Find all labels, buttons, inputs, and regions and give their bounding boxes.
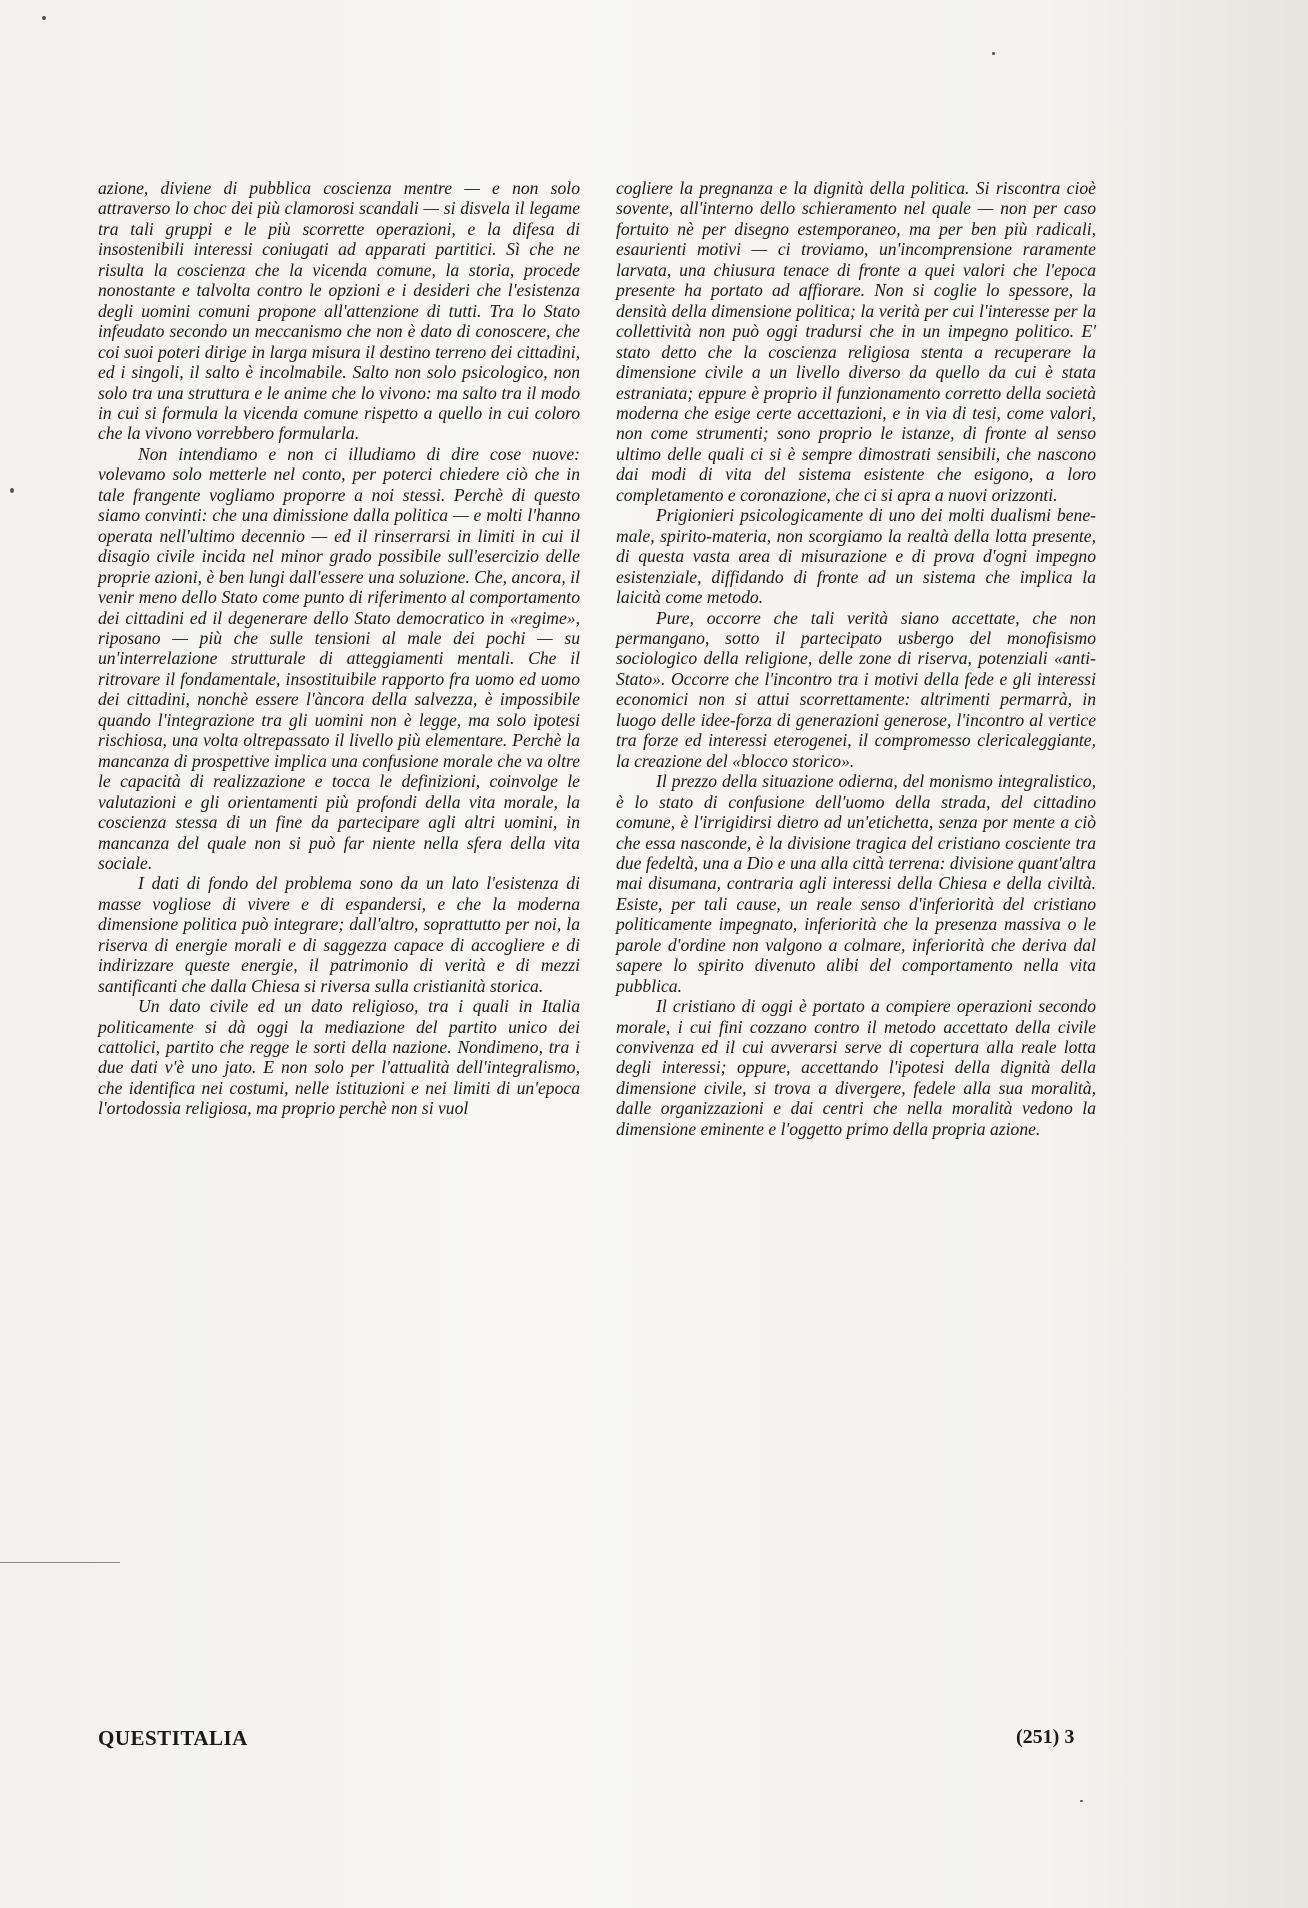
paragraph: I dati di fondo del problema sono da un lato l'esistenza di masse vogliose di vivere e di espandersi, e che la moderna dimensione politica può integrare; dall'altro, soprattutto per noi, la riserva di energie morali e di saggezza capace di accogliere e di indirizzare queste energie, il patrimonio di verità e di mezzi santificanti che dalla Chiesa si riversa sulla cristianità storica. xyxy=(98,873,580,996)
paragraph: Un dato civile ed un dato religioso, tra i quali in Italia politicamente si dà oggi la mediazione del partito unico dei cattolici, partito che regge le sorti della nazione. Nondimeno, tra i due dati v'è uno jato. E non solo per l'attualità dell'integralismo, che identifica nei costumi, nelle istituzioni e nei limiti di un'epoca l'ortodossia religiosa, ma proprio perchè non si vuol xyxy=(98,996,580,1119)
page-number: (251) 3 xyxy=(1016,1726,1075,1748)
scan-speck xyxy=(10,488,14,493)
paragraph: Non intendiamo e non ci illudiamo di dire cose nuove: volevamo solo metterle nel conto, per poterci chiedere ciò che in tale frangente vogliamo proporre a noi stessi. Perchè di questo siamo convinti: che una dimissione dalla politica — e molti l'hanno operata nell'ultimo decennio — ed il rinserrarsi in limiti in cui il disagio civile incida nel minor grado possibile sull'esercizio delle proprie azioni, è ben lungi dall'essere una soluzione. Che, ancora, il venir meno dello Stato come punto di riferimento al comportamento dei cittadini ed il degenerare dello Stato democratico in «regime», riposano — più che sulle tensioni al male dei pochi — su un'interrelazione strutturale di atteggiamenti mentali. Che il ritrovare il fondamentale, insostituibile rapporto fra uomo ed uomo dei cittadini, nonchè essere l'àncora della salvezza, è impossibile quando l'integrazione tra gli uomini non è legge, ma solo ipotesi rischiosa, una volta oltrepassato il livello più elementare. Perchè la mancanza di prospettive implica una confusione morale che va oltre le capacità di realizzazione e tocca le definizioni, coinvolge le valutazioni e gli orientamenti più profondi della vita morale, la coscienza stessa di un fine da partecipare agli altri uomini, in mancanza del quale non si può far niente nella sfera della vita sociale. xyxy=(98,443,580,873)
text-column-left xyxy=(98,178,580,1119)
publication-name: QUESTITALIA xyxy=(98,1726,248,1750)
text-column-right xyxy=(616,178,1096,1139)
paragraph: Pure, occorre che tali verità siano accettate, che non permangano, sotto il partecipato usbergo del monofisismo sociologico della religione, delle zone di riserva, potenziali «anti-Stato». Occorre che l'incontro tra i motivi della fede e gli interessi economici non si attui scorrettamente: altrimenti permarrà, in luogo delle idee-forza di generazioni generose, l'incontro al vertice tra forze ed interessi eterogenei, il compromesso clericaleggiante, la creazione del «blocco storico». xyxy=(616,607,1096,771)
scan-speck xyxy=(1080,1800,1083,1802)
scan-speck xyxy=(42,16,46,20)
paragraph: azione, diviene di pubblica coscienza mentre — e non solo attraverso lo choc dei più clamorosi scandali — si disvela il legame tra tali gruppi e le più scorrette operazioni, e la difesa di insostenibili interessi coniugati ad apparati partitici. Sì che ne risulta la coscienza che la vicenda comune, la storia, procede nonostante e talvolta contro le opzioni e i desideri che l'esistenza degli uomini comuni propone all'attenzione di tutti. Tra lo Stato infeudato secondo un meccanismo che non è dato di conoscere, che coi suoi poteri dirige in larga misura il destino terreno dei cittadini, ed i singoli, il salto è incolmabile. Salto non solo psicologico, non solo tra una struttura e le anime che lo vivono: ma salto tra il modo in cui si formula la vicenda comune rispetto a quello in cui coloro che la vivono vorrebbero formularla. xyxy=(98,178,580,444)
paragraph: Il cristiano di oggi è portato a compiere operazioni secondo morale, i cui fini cozzano contro il metodo accettato della civile convivenza ed il cui avverarsi serve di copertura alla reale lotta degli interessi; oppure, accettando l'ipotesi della dignità della dimensione civile, si trova a divergere, fedele alla sua moralità, dalle organizzazioni e dai centri che nella moralità vedono la dimensione eminente e l'oggetto primo della propria azione. xyxy=(616,996,1096,1139)
scan-line-mark xyxy=(0,1562,120,1563)
paragraph: Prigionieri psicologicamente di uno dei molti dualismi bene-male, spirito-materia, non scorgiamo la realtà della lotta presente, di questa vasta area di misurazione e di prova d'ogni impegno esistenziale, diffidando di fronte ad un sistema che implica la laicità come metodo. xyxy=(616,505,1096,608)
scan-speck xyxy=(992,52,995,55)
paragraph: Il prezzo della situazione odierna, del monismo integralistico, è lo stato di confusione dell'uomo della strada, del cittadino comune, è l'irrigidirsi dietro ad un'etichetta, senza por mente a ciò che essa nasconde, è la divisione tragica del cristiano cosciente tra due fedeltà, una a Dio e una alla città terrena: divisione quant'altra mai disumana, contraria agli interessi della Chiesa e della civiltà. Esiste, per tali cause, un reale senso d'inferiorità del cristiano politicamente impegnato, inferiorità che la presenza massiva o le parole d'ordine non valgono a colmare, inferiorità che deriva dal sapere lo spirito divenuto alibi del comportamento nella vita pubblica. xyxy=(616,771,1096,996)
paragraph: cogliere la pregnanza e la dignità della politica. Si riscontra cioè sovente, all'interno dello schieramento nel quale — non per caso fortuito nè per disegno estemporaneo, ma per ben più radicali, esaurienti motivi — ci troviamo, un'incomprensione raramente larvata, una chiusura tenace di fronte a quei valori che l'epoca presente ha portato ad affiorare. Non si coglie lo spessore, la densità della dimensione politica; la verità per cui l'interesse per la collettività non può oggi tradursi che in un impegno politico. E' stato detto che la coscienza religiosa stenta a recuperare la dimensione civile a un livello diverso da quello da cui è stata estraniata; eppure è proprio il funzionamento corretto della società moderna che esige certe accettazioni, e in via di tesi, come valori, non come strumenti; sono proprio le istanze, di fronte al senso ultimo delle quali ci si è sempre dimostrati sensibili, che nascono dai modi di vita del sistema esistente che esigono, a loro completamento e coronazione, che ci si apra a nuovi orizzonti. xyxy=(616,178,1096,505)
